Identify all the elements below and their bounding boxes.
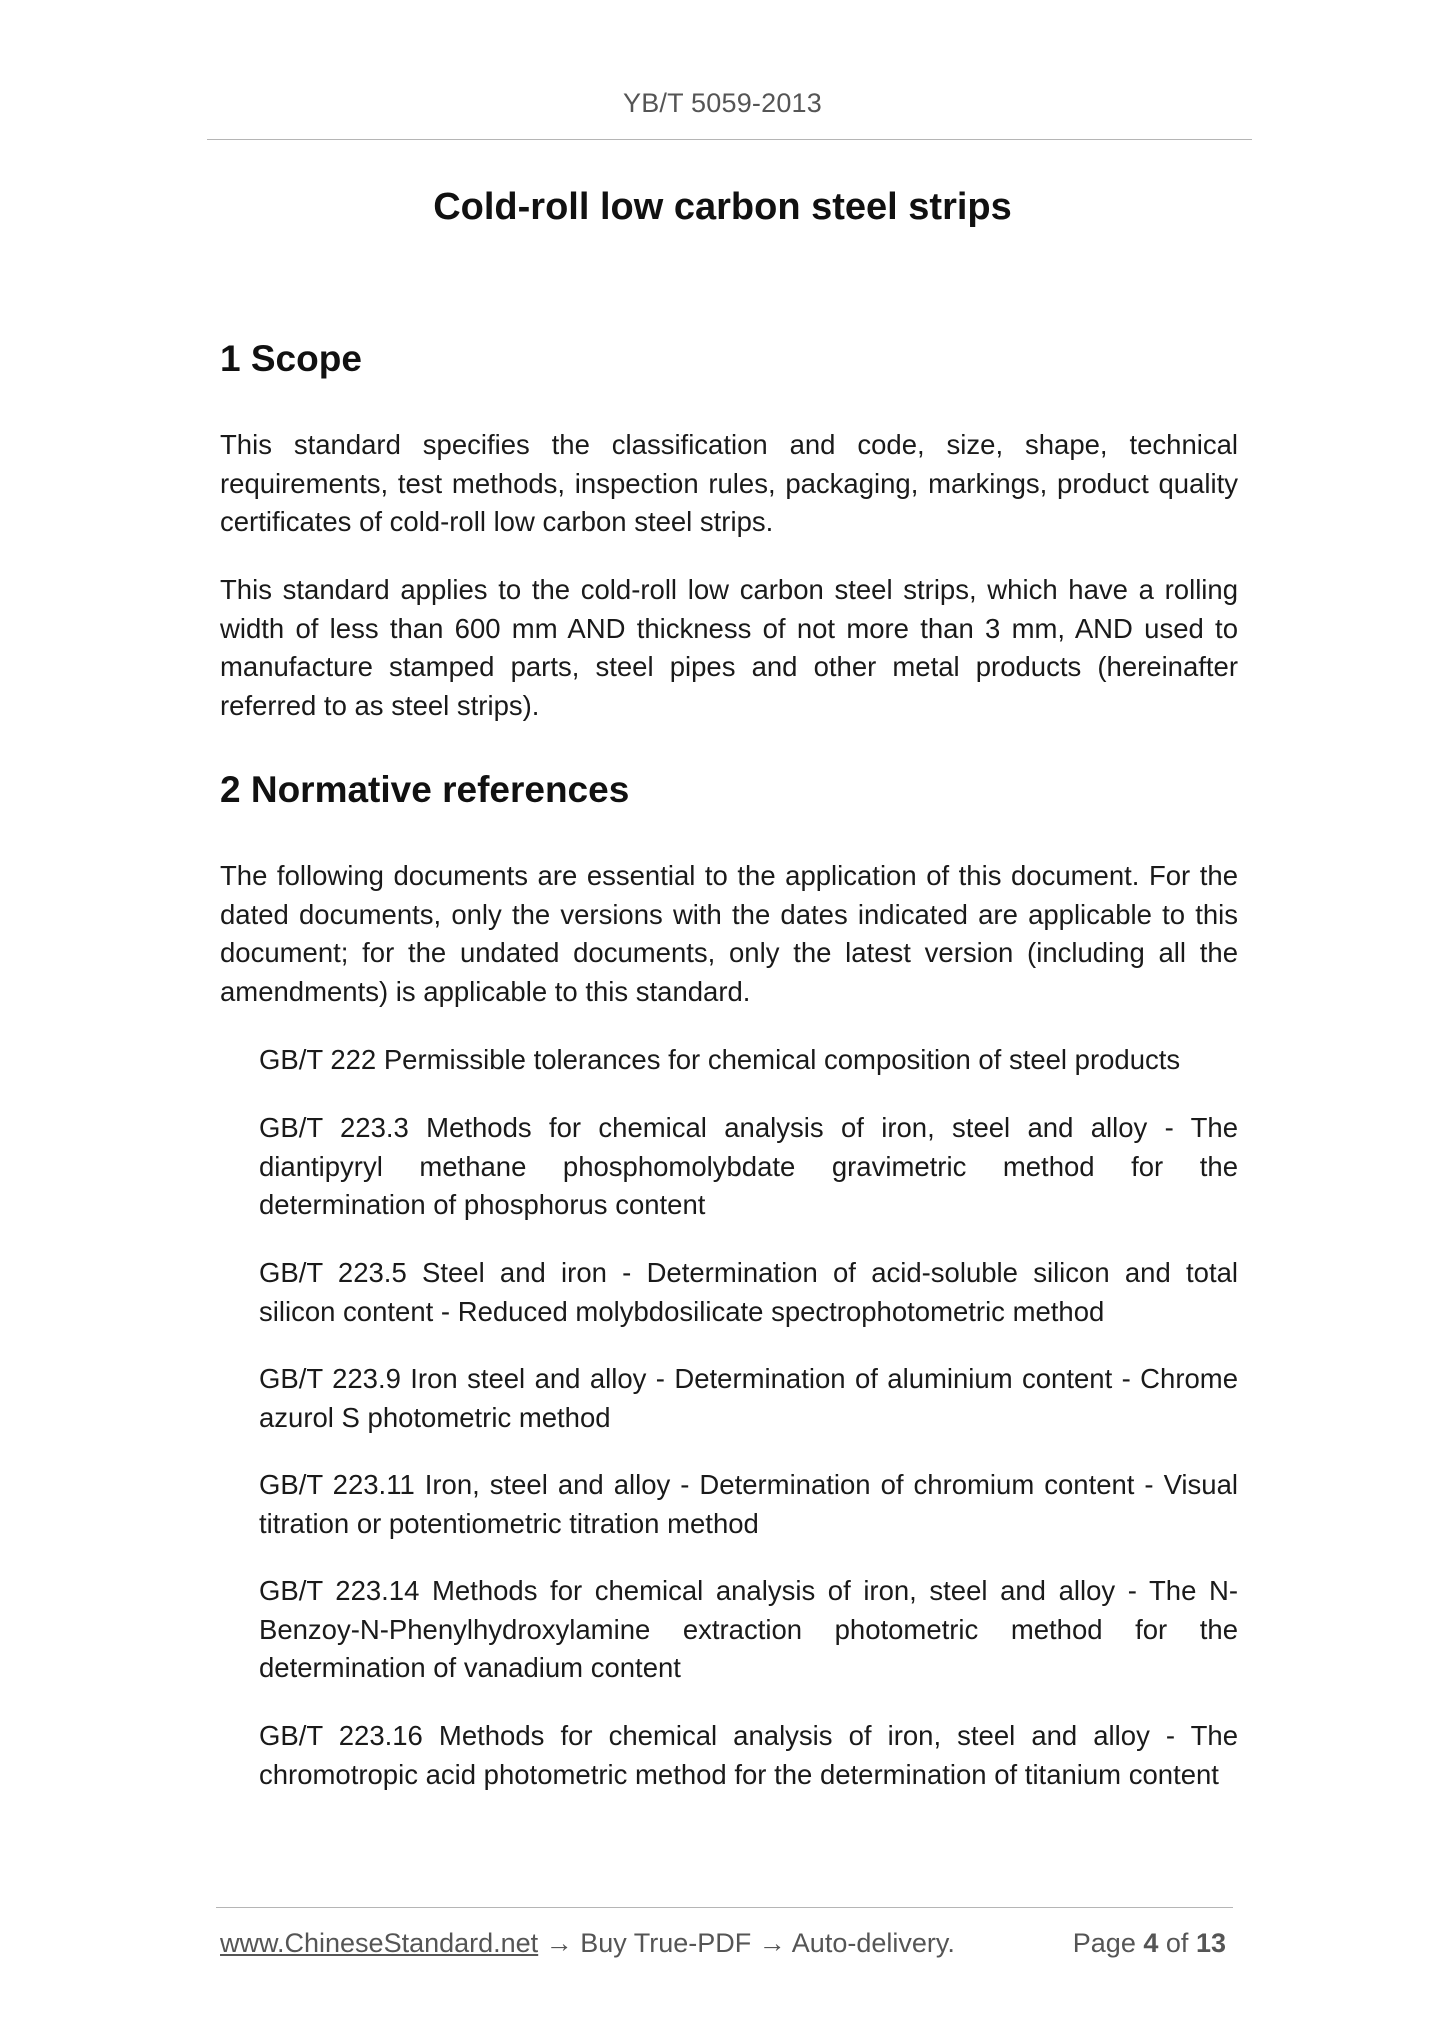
page-label: Page — [1072, 1928, 1136, 1958]
arrow-right-icon: → — [758, 1928, 786, 1958]
reference-item-gbt-223-14: GB/T 223.14 Methods for chemical analysis of iron, steel and alloy - The N-Benzoy-N-Phenylhydroxylamine extraction photometric method for the determination of vanadium content — [259, 1575, 1238, 1683]
footer-divider — [216, 1907, 1233, 1908]
arrow-right-icon: → — [545, 1928, 573, 1958]
page-footer — [220, 1928, 1232, 1968]
footer-left-group — [220, 1928, 955, 1959]
reference-item-gbt-223-5: GB/T 223.5 Steel and iron - Determination of acid-soluble silicon and total silicon content - Reduced molybdosilicate spectrophotometric method — [259, 1257, 1238, 1327]
reference-item-gbt-223-9: GB/T 223.9 Iron steel and alloy - Determination of aluminium content - Chrome azurol S photometric method — [259, 1363, 1238, 1433]
of-label: of — [1165, 1928, 1189, 1958]
page-number: 4 — [1143, 1928, 1159, 1958]
page-indicator — [1073, 1928, 1226, 1959]
reference-item-gbt-222: GB/T 222 Permissible tolerances for chemical composition of steel products — [259, 1044, 1181, 1075]
section-heading-scope: 1 Scope — [220, 338, 362, 379]
scope-paragraph-1: This standard specifies the classification and code, size, shape, technical requirements, test methods, inspection rules, packaging, markings, product quality certificates of cold-roll low carbon steel strips. — [220, 429, 1238, 537]
reference-item-gbt-223-16: GB/T 223.16 Methods for chemical analysis of iron, steel and alloy - The chromotropic acid photometric method for the determination of titanium content — [259, 1720, 1238, 1790]
normative-references-intro: The following documents are essential to the application of this document. For the dated documents, only the versions with the dates indicated are applicable to this document; for the undated documents, only the latest version (including all the amendments) is applicable to this standard. — [220, 860, 1238, 1007]
buy-true-pdf-text: Buy True-PDF — [580, 1928, 752, 1958]
reference-item-gbt-223-3: GB/T 223.3 Methods for chemical analysis of iron, steel and alloy - The diantipyryl methane phosphomolybdate gravimetric method for the determination of phosphorus content — [259, 1112, 1238, 1220]
scope-paragraph-2: This standard applies to the cold-roll low carbon steel strips, which have a rolling width of less than 600 mm AND thickness of not more than 3 mm, AND used to manufacture stamped parts, steel pipes and other metal products (hereinafter referred to as steel strips). — [220, 574, 1238, 721]
section-heading-normative-references: 2 Normative references — [220, 769, 630, 810]
page-total: 13 — [1195, 1928, 1226, 1958]
document-title: Cold-roll low carbon steel strips — [433, 186, 1012, 228]
auto-delivery-text: Auto-delivery. — [791, 1928, 955, 1958]
reference-item-gbt-223-11: GB/T 223.11 Iron, steel and alloy - Determination of chromium content - Visual titration or potentiometric titration method — [259, 1469, 1238, 1539]
chinesestandard-link[interactable]: www.ChineseStandard.net — [220, 1928, 539, 1958]
page-header-code: YB/T 5059-2013 — [623, 88, 822, 118]
header-divider — [207, 139, 1252, 140]
